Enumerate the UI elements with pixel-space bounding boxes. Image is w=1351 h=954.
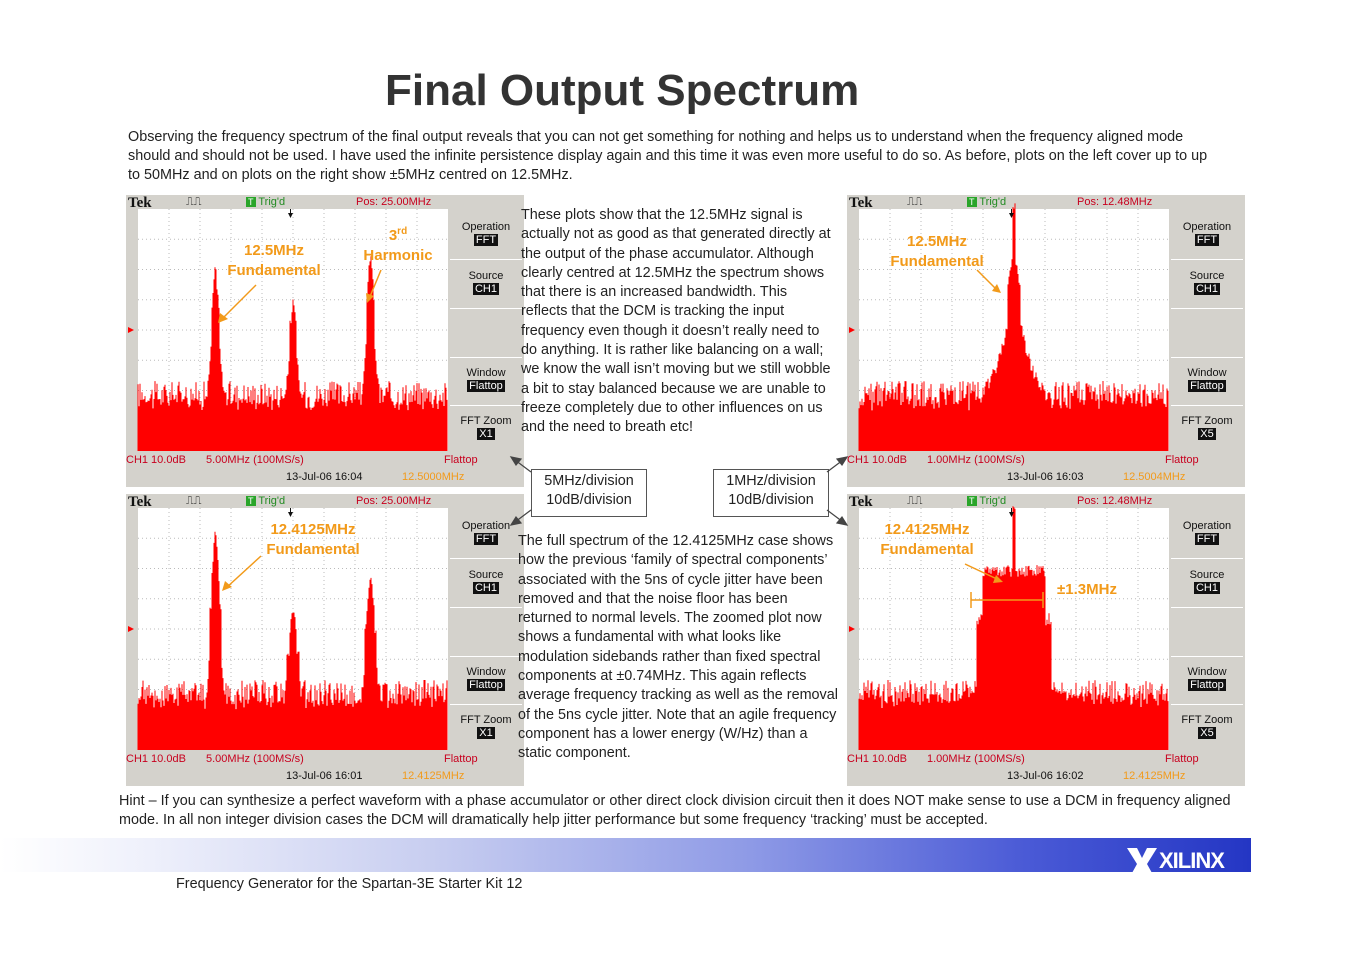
- menu-source[interactable]: [452, 270, 520, 295]
- span-readout: 1.00MHz (100MS/s): [927, 753, 1025, 765]
- trigger-label: Trig'd: [979, 196, 1007, 208]
- operation-label: Operation: [461, 520, 511, 532]
- hint-text: Hint – If you can synthesize a perfect waveform with a phase accumulator or other direct clock division circuit then it does NOT make sense to use a DCM in frequency aligned mode. In all non integer division cases the DCM will dramatically help jitter performance but some frequency ‘tracking’ must be accepted.: [119, 793, 1231, 828]
- menu-divider: [1171, 357, 1243, 358]
- zoom-value: X5: [1200, 428, 1214, 440]
- menu-divider: [450, 558, 522, 559]
- timestamp: 13-Jul-06 16:01: [286, 770, 363, 782]
- trigger-label: Trig'd: [979, 495, 1007, 507]
- zoom-value: X1: [479, 727, 493, 739]
- source-label: Source: [1189, 569, 1225, 581]
- center-frequency: 12.4125MHz: [1123, 770, 1186, 782]
- window-readout: Flattop: [1165, 454, 1199, 466]
- timestamp: 13-Jul-06 16:03: [1007, 471, 1084, 483]
- menu-window[interactable]: [1173, 666, 1241, 691]
- trigger-status: [967, 495, 1006, 507]
- menu-window[interactable]: [452, 367, 520, 392]
- position-readout: Pos: 12.48MHz: [1077, 495, 1153, 507]
- span-readout: 5.00MHz (100MS/s): [206, 454, 304, 466]
- left-scale-db: 10dB/division: [546, 492, 632, 508]
- operation-value: FFT: [475, 533, 497, 545]
- xilinx-logo: [1125, 838, 1235, 890]
- annotation-label: Fundamental: [266, 541, 360, 558]
- trigger-label: Trig'd: [258, 196, 286, 208]
- menu-divider: [450, 656, 522, 657]
- operation-value: FFT: [1196, 533, 1218, 545]
- scope-plot-1: [126, 195, 524, 487]
- window-label: Window: [1187, 666, 1227, 678]
- center-frequency: 12.4125MHz: [402, 770, 465, 782]
- center-frequency: 12.5004MHz: [1123, 471, 1186, 483]
- annotation-freq: 12.4125MHz: [884, 521, 970, 538]
- channel-scale: CH1 10.0dB: [847, 454, 907, 466]
- menu-divider: [1171, 704, 1243, 705]
- tek-logo: Tek: [128, 195, 152, 211]
- source-label: Source: [468, 569, 504, 581]
- window-label: Window: [1187, 367, 1227, 379]
- right-scale-freq: 1MHz/division: [726, 473, 816, 489]
- right-scale-box: [713, 469, 829, 517]
- position-readout: Pos: 25.00MHz: [356, 495, 432, 507]
- annotation-fundamental: [887, 232, 987, 272]
- window-value: Flattop: [469, 380, 503, 392]
- menu-divider: [450, 308, 522, 309]
- menu-fft-zoom[interactable]: [452, 714, 520, 739]
- channel-scale: CH1 10.0dB: [126, 753, 186, 765]
- source-label: Source: [468, 270, 504, 282]
- annotation-label: Fundamental: [227, 262, 321, 279]
- trigger-status: [967, 196, 1006, 208]
- menu-operation[interactable]: [1173, 221, 1241, 246]
- annotation-fundamental: [872, 520, 982, 560]
- scope-side-menu: [448, 494, 524, 750]
- scope-plot-2: [847, 195, 1245, 487]
- acquisition-icon: ⎍⎍: [186, 495, 202, 507]
- menu-fft-zoom[interactable]: [1173, 714, 1241, 739]
- zoom-label: FFT Zoom: [460, 714, 512, 726]
- trigger-status: [246, 196, 285, 208]
- channel-scale: CH1 10.0dB: [847, 753, 907, 765]
- menu-divider: [1171, 259, 1243, 260]
- window-label: Window: [466, 367, 506, 379]
- annotation-harmonic: [348, 222, 448, 266]
- operation-label: Operation: [1182, 520, 1232, 532]
- xilinx-x-icon: [1125, 846, 1159, 886]
- operation-value: FFT: [1196, 234, 1218, 246]
- menu-divider: [450, 704, 522, 705]
- span-readout: 5.00MHz (100MS/s): [206, 753, 304, 765]
- annotation-freq: 12.4125MHz: [270, 521, 356, 538]
- menu-divider: [450, 607, 522, 608]
- zoom-value: X5: [1200, 727, 1214, 739]
- acquisition-icon: ⎍⎍: [186, 196, 202, 208]
- right-scale-db: 10dB/division: [728, 492, 814, 508]
- zoom-value: X1: [479, 428, 493, 440]
- position-readout: Pos: 25.00MHz: [356, 196, 432, 208]
- left-scale-freq: 5MHz/division: [544, 473, 634, 489]
- page-title: Final Output Spectrum: [385, 66, 860, 115]
- tek-logo: Tek: [849, 195, 873, 211]
- menu-divider: [1171, 558, 1243, 559]
- intro-paragraph: Observing the frequency spectrum of the final output reveals that you can not get something for nothing and helps us to understand when the frequency aligned mode should and should not be used. I have used the infinite persistence display again and this time it was even more useful to do so. As before, plots on the left cover up to up to 50MHz and on plots on the right show ±5MHz centred on 12.5MHz.: [128, 129, 1208, 183]
- window-label: Window: [466, 666, 506, 678]
- menu-operation[interactable]: [452, 221, 520, 246]
- left-scale-box: [531, 469, 647, 517]
- annotation-label: Fundamental: [890, 253, 984, 270]
- annotation-freq: 12.5MHz: [906, 233, 968, 250]
- trigger-status: [246, 495, 285, 507]
- timestamp: 13-Jul-06 16:02: [1007, 770, 1084, 782]
- annotation-fundamental: [253, 520, 373, 560]
- tek-logo: Tek: [128, 494, 152, 510]
- menu-divider: [1171, 656, 1243, 657]
- scope-side-menu: [1169, 195, 1245, 451]
- source-value: CH1: [1195, 582, 1218, 594]
- scope-side-menu: [448, 195, 524, 451]
- menu-window[interactable]: [1173, 367, 1241, 392]
- footer-band: [0, 838, 1251, 872]
- menu-divider: [450, 405, 522, 406]
- span-readout: 1.00MHz (100MS/s): [927, 454, 1025, 466]
- window-value: Flattop: [1190, 380, 1224, 392]
- source-value: CH1: [474, 582, 497, 594]
- window-value: Flattop: [469, 679, 503, 691]
- trigger-icon: T: [969, 197, 975, 207]
- window-readout: Flattop: [1165, 753, 1199, 765]
- window-value: Flattop: [1190, 679, 1224, 691]
- harmonic-suffix: rd: [397, 226, 408, 237]
- trigger-label: Trig'd: [258, 495, 286, 507]
- menu-fft-zoom[interactable]: [452, 415, 520, 440]
- window-readout: Flattop: [444, 753, 478, 765]
- tek-logo: Tek: [849, 494, 873, 510]
- menu-divider: [1171, 405, 1243, 406]
- source-value: CH1: [474, 283, 497, 295]
- trigger-icon: T: [248, 496, 254, 506]
- menu-source[interactable]: [452, 569, 520, 594]
- zoom-label: FFT Zoom: [460, 415, 512, 427]
- menu-divider: [450, 357, 522, 358]
- annotation-label: Fundamental: [880, 541, 974, 558]
- source-label: Source: [1189, 270, 1225, 282]
- center-frequency: 12.5000MHz: [402, 471, 465, 483]
- annotation-harmonic-label: Harmonic: [363, 247, 433, 264]
- operation-value: FFT: [475, 234, 497, 246]
- bottom-description: The full spectrum of the 12.4125MHz case shows how the previous ‘family of spectral components’ associated with the 5ns of cycle jitter have been removed and that the noise floor has been returned to normal levels. The zoomed plot now shows a fundamental with what looks like modulation sidebands rather than fixed spectral components at ±0.74MHz. This again reflects average frequency tracking as well as the removal of the 5ns cycle jitter. Note that an agile frequency component has a lower energy (W/Hz) than a static component.: [518, 533, 838, 762]
- annotation-bandwidth: ±1.3MHz: [1057, 581, 1117, 598]
- operation-label: Operation: [1182, 221, 1232, 233]
- acquisition-icon: ⎍⎍: [907, 196, 923, 208]
- menu-operation[interactable]: [452, 520, 520, 545]
- scope-plot-3: [126, 494, 524, 786]
- menu-source[interactable]: [1173, 270, 1241, 295]
- acquisition-icon: ⎍⎍: [907, 495, 923, 507]
- trigger-icon: T: [969, 496, 975, 506]
- zoom-label: FFT Zoom: [1181, 714, 1233, 726]
- annotation-harmonic-number: [348, 222, 448, 246]
- channel-scale: CH1 10.0dB: [126, 454, 186, 466]
- scope-plot-4: [847, 494, 1245, 786]
- annotation-freq: 12.5MHz: [243, 242, 305, 259]
- menu-window[interactable]: [452, 666, 520, 691]
- top-description: These plots show that the 12.5MHz signal is actually not as good as that generated directly at the output of the phase accumulator. Although clearly centred at 12.5MHz the spectrum shows that there is an increased bandwidth. This reflects that the DCM is tracking the input frequency even though it doesn’t really need to do anything. It is rather like balancing on a wall; we know the wall isn’t moving but we still wobble a bit to stay balanced because we are unable to freeze completely due to other influences on us and the need to breath etc!: [521, 207, 831, 436]
- footer-text: Frequency Generator for the Spartan-3E Starter Kit 12: [176, 876, 523, 892]
- source-value: CH1: [1195, 283, 1218, 295]
- timestamp: 13-Jul-06 16:04: [286, 471, 363, 483]
- logo-text: XILINX: [1159, 848, 1224, 873]
- menu-divider: [1171, 607, 1243, 608]
- menu-divider: [1171, 308, 1243, 309]
- position-readout: Pos: 12.48MHz: [1077, 196, 1153, 208]
- menu-divider: [450, 259, 522, 260]
- menu-source[interactable]: [1173, 569, 1241, 594]
- window-readout: Flattop: [444, 454, 478, 466]
- annotation-fundamental: [224, 241, 324, 281]
- menu-operation[interactable]: [1173, 520, 1241, 545]
- menu-fft-zoom[interactable]: [1173, 415, 1241, 440]
- zoom-label: FFT Zoom: [1181, 415, 1233, 427]
- harmonic-num: 3: [388, 227, 398, 244]
- operation-label: Operation: [461, 221, 511, 233]
- scope-side-menu: [1169, 494, 1245, 750]
- trigger-icon: T: [248, 197, 254, 207]
